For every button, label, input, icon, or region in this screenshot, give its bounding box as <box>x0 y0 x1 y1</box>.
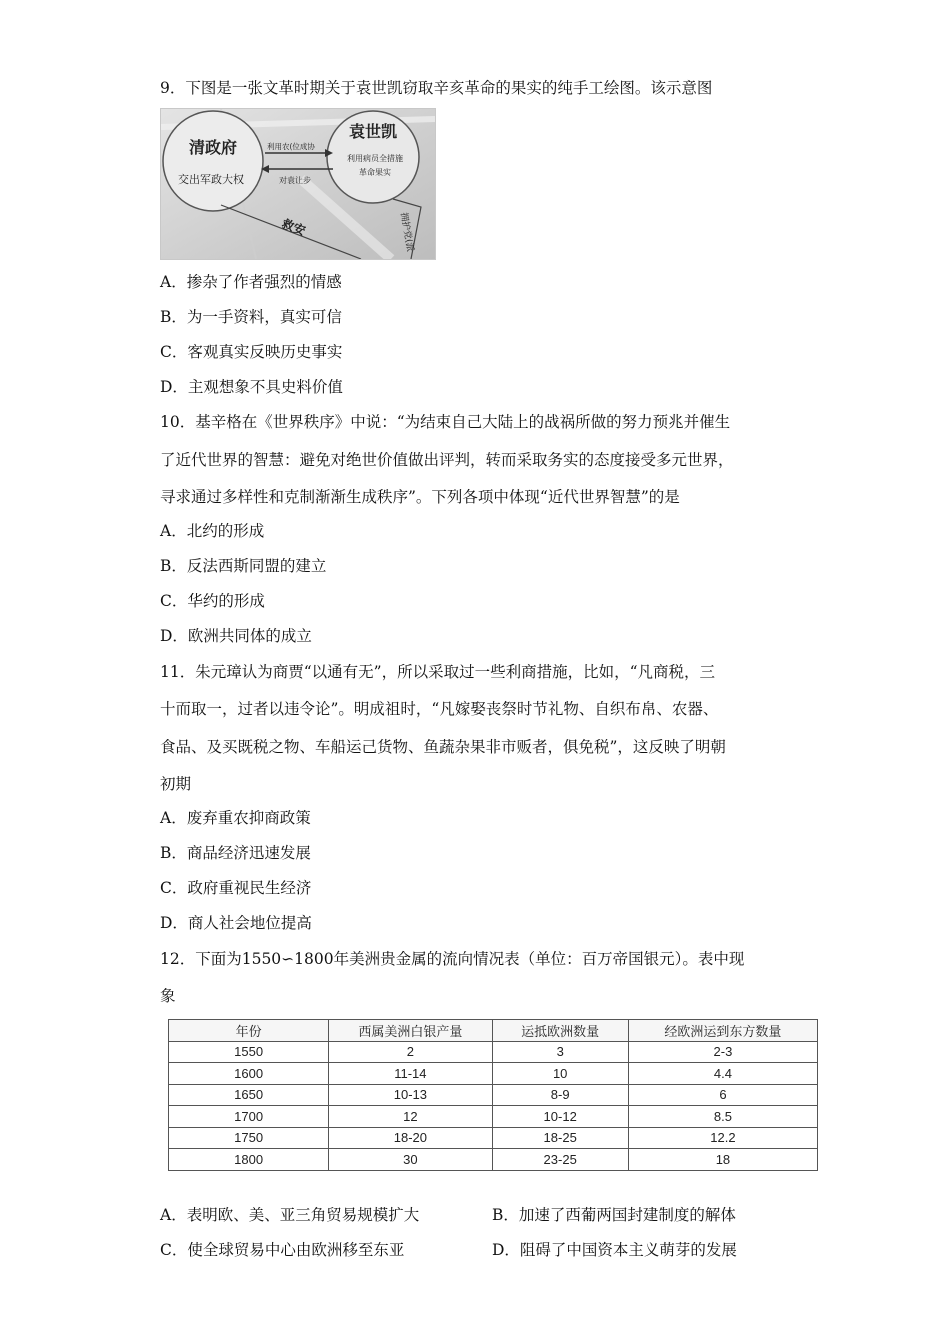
table-row <box>169 1041 818 1063</box>
q12-stem-line-2: 象 <box>160 987 176 1005</box>
q12-stem-line-1: 12．下面为1550∽1800年美洲贵金属的流向情况表（单位：百万帝国银元）。表中现 <box>160 950 745 968</box>
q12-option-d: D．阻碍了中国资本主义萌芽的发展 <box>492 1241 737 1259</box>
table-cell: 1750 <box>169 1127 329 1149</box>
q12-option-b: B．加速了西葡两国封建制度的解体 <box>492 1206 736 1224</box>
table-cell: 18-20 <box>329 1127 492 1149</box>
q11-stem-line-1: 11．朱元璋认为商贾“以通有无”，所以采取过一些利商措施，比如，“凡商税，三 <box>160 663 715 681</box>
left-circle-sub: 交出军政大权 <box>178 173 244 186</box>
right-circle-title: 袁世凯 <box>348 122 398 141</box>
table-cell: 8.5 <box>628 1106 817 1128</box>
q10-option-c: C．华约的形成 <box>160 592 265 610</box>
q10-option-d: D．欧洲共同体的成立 <box>160 627 312 645</box>
q11-stem-line-2: 十而取一，过者以违令论”。明成祖时，“凡嫁娶丧祭时节礼物、自织布帛、农器、 <box>160 700 719 718</box>
table-cell: 30 <box>329 1149 492 1171</box>
q10-stem-line-3: 寻求通过多样性和克制渐渐生成秩序”。下列各项中体现“近代世界智慧”的是 <box>160 488 680 506</box>
table-cell: 11-14 <box>329 1063 492 1085</box>
q12-option-c: C．使全球贸易中心由欧洲移至东亚 <box>160 1241 405 1259</box>
table-header-year: 年份 <box>169 1020 329 1042</box>
table-cell: 2-3 <box>628 1041 817 1063</box>
table-row <box>169 1106 818 1128</box>
table-cell: 2 <box>329 1041 492 1063</box>
left-circle-title: 清政府 <box>188 138 238 157</box>
q11-stem-line-3: 食品、及买既税之物、车船运己货物、鱼蔬杂果非市贩者，俱免税”，这反映了明朝 <box>160 738 726 756</box>
table-cell: 4.4 <box>628 1063 817 1085</box>
q9-option-c: C．客观真实反映历史事实 <box>160 343 343 361</box>
table-cell: 1700 <box>169 1106 329 1128</box>
table-header-production: 西属美洲白银产量 <box>329 1020 492 1042</box>
table-cell: 3 <box>492 1041 628 1063</box>
q11-option-a: A．废弃重农抑商政策 <box>160 809 311 827</box>
right-circle-sub1: 利用病员全措施 <box>347 154 403 163</box>
table-row <box>169 1149 818 1171</box>
hand-drawn-diagram <box>161 109 435 259</box>
q10-option-a: A．北约的形成 <box>160 522 265 540</box>
table-cell: 1550 <box>169 1041 329 1063</box>
q11-option-c: C．政府重视民生经济 <box>160 879 312 897</box>
table-cell: 18 <box>628 1149 817 1171</box>
bottom-label: 救安 <box>279 216 308 239</box>
arrow-top-label: 利用农(位成协 <box>267 142 315 151</box>
table-cell: 10-12 <box>492 1106 628 1128</box>
table-cell: 10-13 <box>329 1084 492 1106</box>
right-circle-sub2: 革命果实 <box>359 168 391 177</box>
q10-option-b: B．反法西斯同盟的建立 <box>160 557 327 575</box>
arrow-bottom-label: 对袁让步 <box>279 176 311 185</box>
table-cell: 23-25 <box>492 1149 628 1171</box>
q12-option-a: A．表明欧、美、亚三角贸易规模扩大 <box>160 1206 420 1224</box>
q11-stem-line-4: 初期 <box>160 775 192 793</box>
q11-option-d: D．商人社会地位提高 <box>160 914 312 932</box>
table-cell: 1600 <box>169 1063 329 1085</box>
q9-option-d: D．主观想象不具史料价值 <box>160 378 343 396</box>
bottom-right-label: 拥护党(派 <box>398 211 415 253</box>
silver-flow-table <box>168 1019 818 1171</box>
table-cell: 6 <box>628 1084 817 1106</box>
table-cell: 1800 <box>169 1149 329 1171</box>
q9-option-a: A．掺杂了作者强烈的情感 <box>160 273 342 291</box>
table-cell: 18-25 <box>492 1127 628 1149</box>
table-cell: 10 <box>492 1063 628 1085</box>
table-row <box>169 1084 818 1106</box>
q9-figure <box>160 108 436 260</box>
table-header-to-europe: 运抵欧洲数量 <box>492 1020 628 1042</box>
left-circle <box>163 111 263 211</box>
table-header-row <box>169 1020 818 1042</box>
table-row <box>169 1127 818 1149</box>
table-cell: 12 <box>329 1106 492 1128</box>
table-cell: 1650 <box>169 1084 329 1106</box>
table-cell: 8-9 <box>492 1084 628 1106</box>
q9-option-b: B．为一手资料，真实可信 <box>160 308 342 326</box>
q9-stem: 9．下图是一张文革时期关于袁世凯窃取辛亥革命的果实的纯手工绘图。该示意图 <box>160 79 713 97</box>
table-cell: 12.2 <box>628 1127 817 1149</box>
q11-option-b: B．商品经济迅速发展 <box>160 844 311 862</box>
q10-stem-line-1: 10．基辛格在《世界秩序》中说：“为结束自己大陆上的战祸所做的努力预兆并催生 <box>160 413 731 431</box>
table-header-to-east: 经欧洲运到东方数量 <box>628 1020 817 1042</box>
q10-stem-line-2: 了近代世界的智慧：避免对绝世价值做出评判，转而采取务实的态度接受多元世界， <box>160 451 734 469</box>
table-row <box>169 1063 818 1085</box>
